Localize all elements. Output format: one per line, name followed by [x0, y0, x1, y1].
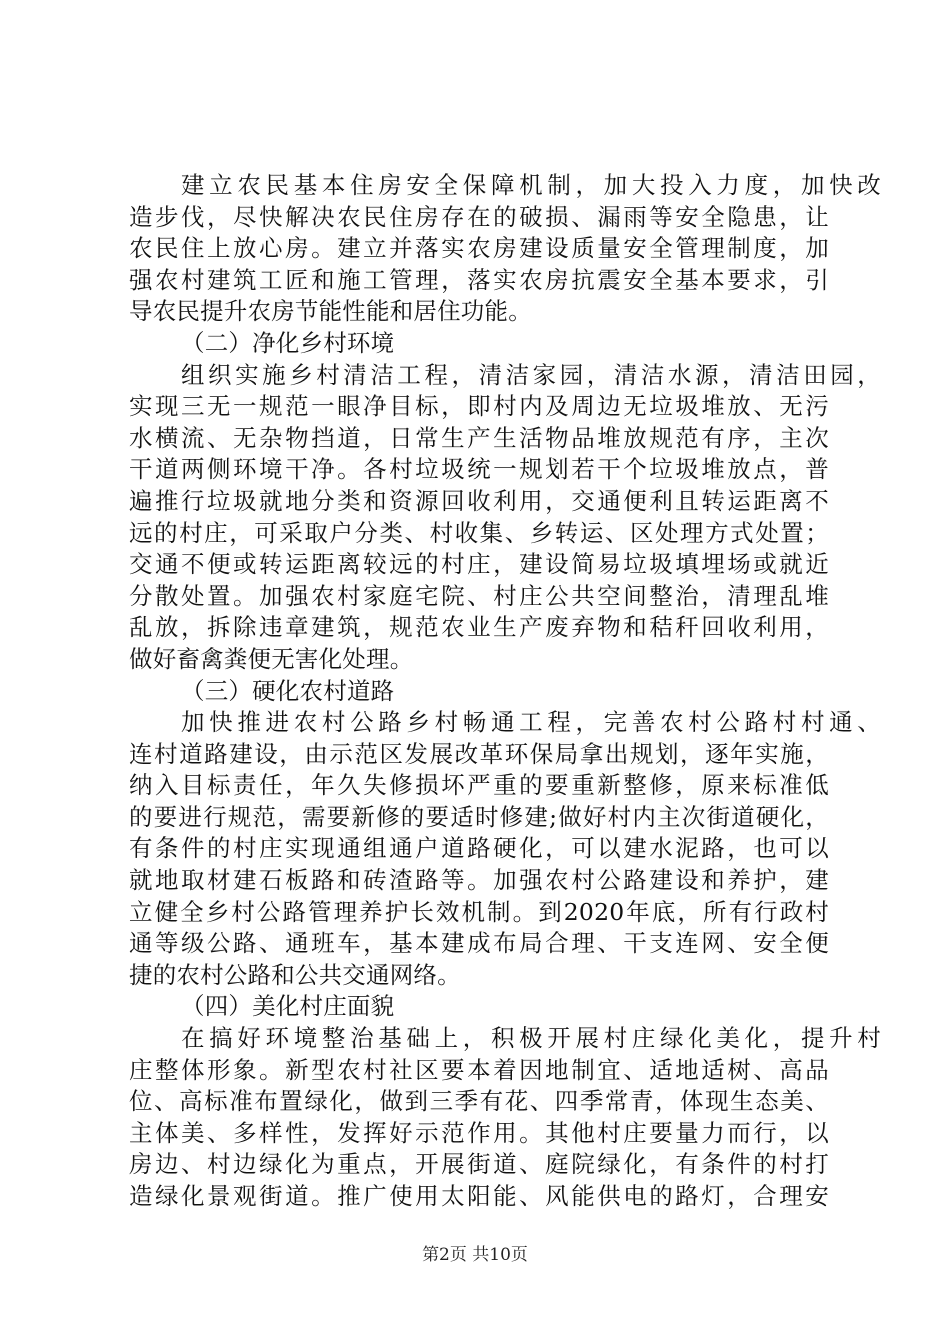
paragraph-line: 建立农民基本住房安全保障机制，加大投入力度，加快改	[181, 171, 881, 199]
paragraph-line: 分散处置。加强农村家庭宅院、村庄公共空间整治，清理乱堆	[129, 581, 829, 610]
paragraph-line: 干道两侧环境干净。各村垃圾统一规划若干个垃圾堆放点，普	[129, 455, 829, 484]
paragraph-line: 房边、村边绿化为重点，开展街道、庭院绿化，有条件的村打	[129, 1150, 829, 1179]
paragraph-line: 水横流、无杂物挡道，日常生产生活物品堆放规范有序，主次	[129, 423, 829, 452]
paragraph-line: 就地取材建石板路和砖渣路等。加强农村公路建设和养护，建	[129, 866, 829, 895]
paragraph-line: 造步伐，尽快解决农民住房存在的破损、漏雨等安全隐患，让	[129, 202, 829, 231]
paragraph-line: 交通不便或转运距离较远的村庄，建设简易垃圾填埋场或就近	[129, 550, 829, 579]
paragraph-line: 立健全乡村公路管理养护长效机制。到2020年底，所有行政村	[129, 897, 829, 926]
paragraph-line: 农民住上放心房。建立并落实农房建设质量安全管理制度，加	[129, 234, 829, 263]
paragraph-line: 组织实施乡村清洁工程，清洁家园，清洁水源，清洁田园，	[181, 360, 881, 389]
paragraph-line: 造绿化景观街道。推广使用太阳能、风能供电的路灯，合理安	[129, 1182, 829, 1210]
paragraph-line: 连村道路建设，由示范区发展改革环保局拿出规划，逐年实施，	[129, 739, 829, 768]
paragraph-line: 通等级公路、通班车，基本建成布局合理、干支连网、安全便	[129, 929, 829, 958]
section-heading: （三）硬化农村道路	[181, 676, 395, 705]
page-number-footer: 第2页 共10页	[422, 1245, 528, 1265]
paragraph-line: 导农民提升农房节能性能和居住功能。	[129, 297, 532, 326]
paragraph-line: 远的村庄，可采取户分类、村收集、乡转运、区处理方式处置；	[129, 518, 829, 547]
paragraph-line: 位、高标准布置绿化，做到三季有花、四季常青，体现生态美、	[129, 1087, 829, 1116]
paragraph-line: 强农村建筑工匠和施工管理，落实农房抗震安全基本要求，引	[129, 265, 829, 294]
paragraph-line: 加快推进农村公路乡村畅通工程，完善农村公路村村通、	[181, 708, 881, 737]
document-body	[129, 170, 881, 1213]
paragraph-line: 庄整体形象。新型农村社区要本着因地制宜、适地适树、高品	[129, 1055, 829, 1084]
paragraph-line: 捷的农村公路和公共交通网络。	[129, 960, 461, 989]
paragraph-line: 做好畜禽粪便无害化处理。	[129, 644, 414, 673]
paragraph-line: 的要进行规范，需要新修的要适时修建;做好村内主次街道硬化，	[129, 802, 829, 831]
paragraph-line: 在搞好环境整治基础上，积极开展村庄绿化美化，提升村	[181, 1024, 881, 1053]
paragraph-line: 纳入目标责任，年久失修损坏严重的要重新整修，原来标准低	[129, 771, 829, 800]
paragraph-line: 实现三无一规范一眼净目标，即村内及周边无垃圾堆放、无污	[129, 392, 829, 421]
paragraph-line: 遍推行垃圾就地分类和资源回收利用，交通便利且转运距离不	[129, 486, 829, 515]
section-heading: （四）美化村庄面貌	[181, 992, 395, 1021]
section-heading: （二）净化乡村环境	[181, 328, 395, 357]
paragraph-line: 有条件的村庄实现通组通户道路硬化，可以建水泥路，也可以	[129, 834, 829, 863]
paragraph-line: 乱放，拆除违章建筑，规范农业生产废弃物和秸秆回收利用，	[129, 613, 829, 642]
paragraph-line: 主体美、多样性，发挥好示范作用。其他村庄要量力而行，以	[129, 1118, 829, 1147]
